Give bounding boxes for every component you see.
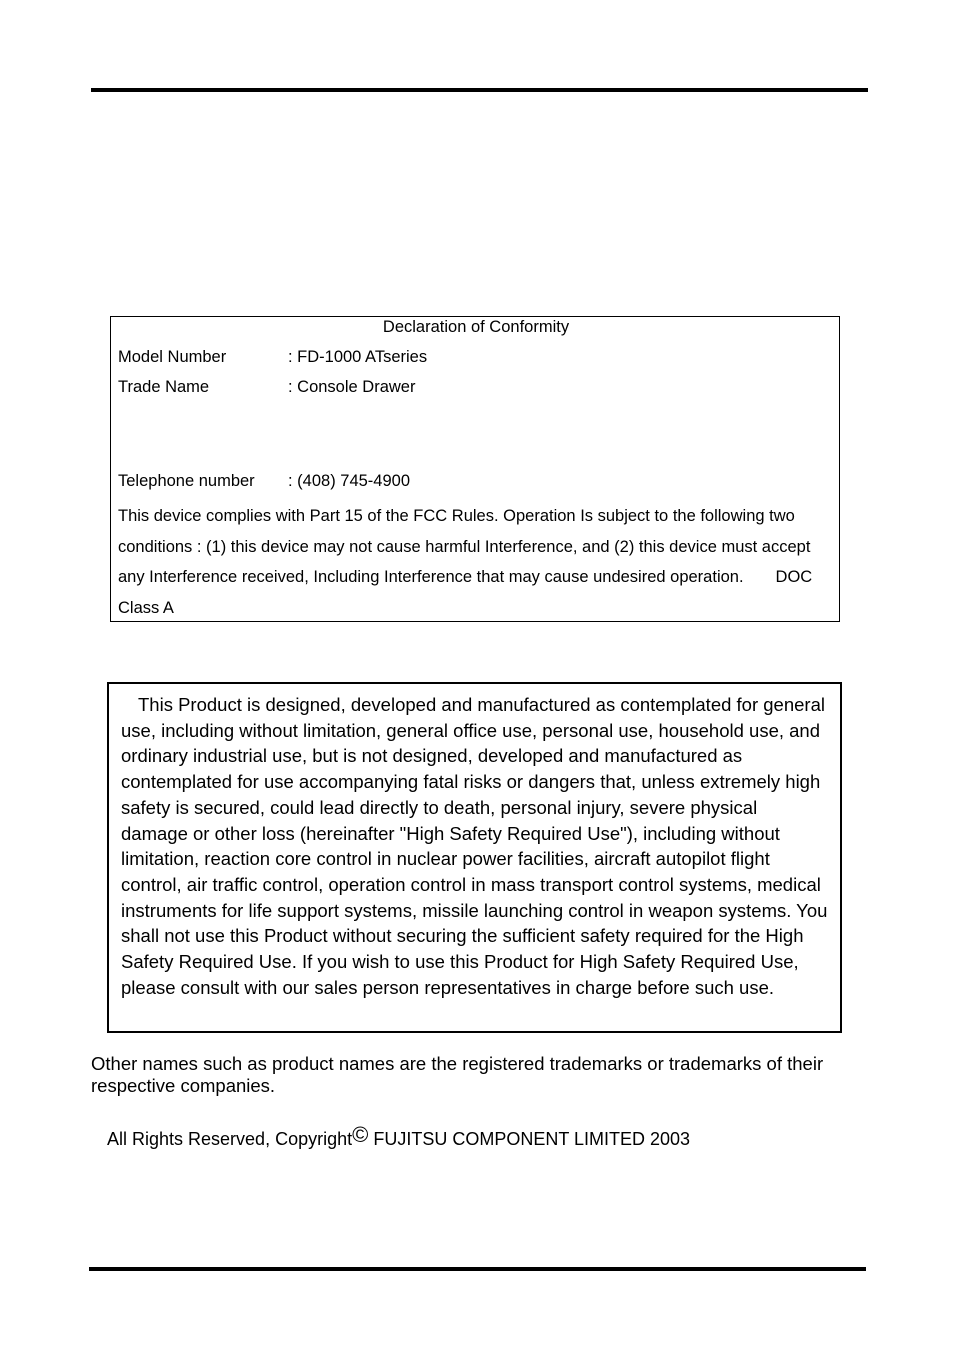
declaration-title: Declaration of Conformity [382, 318, 570, 336]
trade-name-label: Trade Name [118, 378, 210, 396]
copyright-holder: FUJITSU COMPONENT LIMITED 2003 [368, 1129, 691, 1149]
copyright-line [107, 1122, 691, 1151]
telephone-row [118, 471, 410, 491]
copyright-prefix: All Rights Reserved, Copyright [107, 1129, 353, 1149]
safety-notice-box [107, 682, 842, 1033]
model-number-row [118, 347, 427, 367]
declaration-of-conformity-box [110, 316, 840, 622]
copyright-symbol: © [352, 1122, 369, 1147]
model-number-value: : FD-1000 ATseries [288, 348, 428, 366]
model-number-label: Model Number [118, 348, 227, 366]
fcc-statement [118, 501, 830, 623]
top-rule [91, 88, 868, 92]
trade-name-value: : Console Drawer [288, 378, 416, 396]
doc-class-label: DOC Class A [118, 568, 813, 617]
safety-notice-text: This Product is designed, developed and manufactured as contemplated for general use, including without limitation, general office use, personal use, household use, and ordinary industrial use, but is not designed, developed and manufactured as contemplated for use accompanying fatal risks or dangers that, unless extremely high safety is secured, could lead directly to death, personal injury, severe physical damage or other loss (hereinafter "High Safety Required Use"), including without limitation, reaction core control in nuclear power facilities, aircraft autopilot flight control, air traffic control, operation control in mass transport control systems, medical instruments for life support systems, missile launching control in weapon systems. You shall not use this Product without securing the sufficient safety required for the High Safety Required Use. If you wish to use this Product for High Safety Required Use, please consult with our sales person representatives in charge before such use. [121, 694, 828, 998]
telephone-label: Telephone number [118, 472, 255, 490]
trade-name-row [118, 377, 415, 397]
bottom-rule [89, 1267, 866, 1271]
fcc-statement-text: This device complies with Part 15 of the FCC Rules. Operation Is subject to the following two conditions : (1) this device may not cause harmful Interference, and (2) this device must accept any Interference received, Including Interference that may cause undesired operation. [118, 507, 811, 586]
trademark-note: Other names such as product names are the registered trademarks or trademarks of their respective companies. [91, 1053, 824, 1096]
telephone-value: : (408) 745-4900 [288, 472, 411, 490]
